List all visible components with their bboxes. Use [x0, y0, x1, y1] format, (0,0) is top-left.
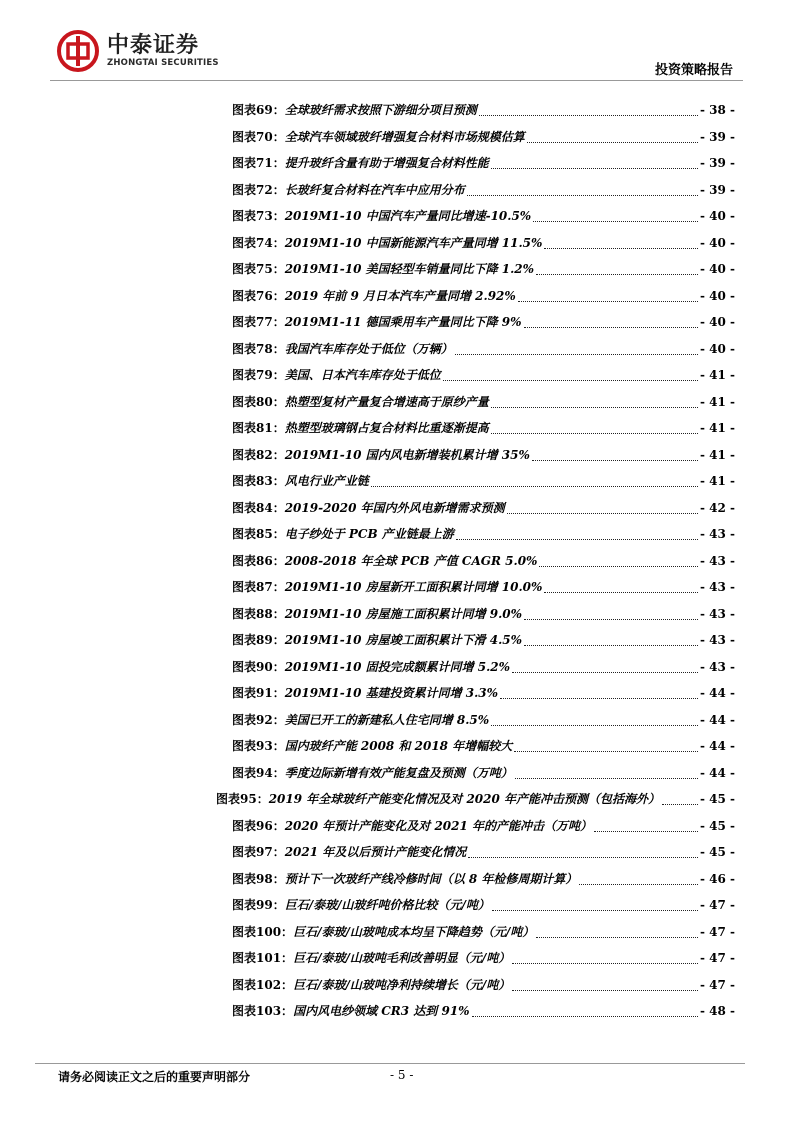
- toc-entry-title: 2008-2018 年全球 PCB 产值 CAGR 5.0%: [284, 553, 538, 568]
- toc-entry-label: 图表75：: [232, 262, 285, 276]
- toc-entry-link[interactable]: [232, 260, 735, 278]
- logo-chinese-text: 中泰证券: [107, 32, 200, 58]
- toc-row: [0, 709, 793, 736]
- toc-entry-label: 图表88：: [232, 606, 285, 621]
- toc-entry-label: 图表102：: [232, 977, 294, 992]
- toc-entry-link[interactable]: [232, 340, 735, 358]
- toc-entry-title: 巨石/泰玻/山玻纤吨价格比较（元/吨）: [284, 898, 490, 912]
- toc-entry-title: 提升玻纤含量有助于增强复合材料性能: [284, 156, 489, 170]
- toc-entry-link[interactable]: [232, 101, 735, 119]
- toc-row: [0, 285, 793, 312]
- toc-entry-link[interactable]: [232, 949, 735, 967]
- toc-dot-leader: [491, 432, 698, 434]
- toc-entry-page: - 40 -: [699, 288, 735, 303]
- toc-entry-link[interactable]: [232, 472, 735, 490]
- toc-entry-link[interactable]: [232, 578, 735, 596]
- toc-row: [0, 868, 793, 895]
- toc-row: [0, 947, 793, 974]
- zhongtai-logo-icon: [57, 30, 99, 72]
- toc-entry-page: - 41 -: [699, 474, 735, 488]
- toc-entry-page: - 43 -: [699, 527, 735, 541]
- toc-entry-page: - 43 -: [699, 553, 735, 568]
- toc-entry-label: 图表74：: [232, 235, 285, 250]
- toc-row: [0, 391, 793, 418]
- toc-entry-link[interactable]: [232, 605, 735, 623]
- toc-entry-label: 图表91：: [232, 686, 285, 700]
- toc-entry-title: 2021 年及以后预计产能变化情况: [284, 845, 467, 859]
- toc-entry-link[interactable]: [232, 393, 735, 411]
- toc-entry-link[interactable]: [232, 711, 735, 729]
- toc-row: [0, 656, 793, 683]
- toc-row: [0, 205, 793, 232]
- toc-entry-title: 季度边际新增有效产能复盘及预测（万吨）: [284, 765, 513, 780]
- toc-entry-label: 图表78：: [232, 341, 285, 356]
- toc-entry-label: 图表94：: [232, 765, 285, 780]
- toc-row: [0, 629, 793, 656]
- toc-entry-title: 2019M1-10 基建投资累计同增 3.3%: [284, 686, 499, 700]
- toc-entry-link[interactable]: [232, 923, 735, 941]
- toc-entry-title: 全球玻纤需求按照下游细分项目预测: [284, 103, 477, 117]
- toc-entry-label: 图表72：: [232, 182, 285, 197]
- toc-dot-leader: [544, 247, 698, 249]
- toc-entry-title: 热塑型玻璃钢占复合材料比重逐渐提高: [284, 421, 489, 435]
- report-type: 投资策略报告: [654, 63, 733, 78]
- toc-entry-label: 图表73：: [232, 209, 285, 223]
- toc-entry-label: 图表89：: [232, 633, 285, 647]
- toc-entry-title: 2019M1-10 中国新能源汽车产量同增 11.5%: [284, 235, 543, 250]
- toc-entry-link[interactable]: [232, 128, 735, 146]
- toc-entry-link[interactable]: [232, 181, 735, 199]
- toc-entry-title: 2019M1-10 房屋竣工面积累计下滑 4.5%: [284, 633, 523, 647]
- toc-dot-leader: [468, 856, 698, 858]
- toc-dot-leader: [532, 459, 698, 461]
- toc-entry-label: 图表80：: [232, 394, 285, 409]
- toc-entry-page: - 45 -: [699, 792, 735, 806]
- toc-dot-leader: [443, 379, 698, 381]
- toc-entry-link[interactable]: [232, 207, 735, 225]
- toc-dot-leader: [579, 883, 698, 885]
- toc-entry-page: - 38 -: [699, 103, 735, 117]
- toc-row: [0, 894, 793, 921]
- toc-row: [0, 974, 793, 1001]
- toc-entry-page: - 45 -: [699, 818, 735, 833]
- toc-entry-link[interactable]: [232, 870, 735, 888]
- toc-entry-label: 图表81：: [232, 421, 285, 435]
- toc-entry-page: - 41 -: [699, 394, 735, 409]
- toc-entry-page: - 43 -: [699, 580, 735, 594]
- toc-entry-page: - 44 -: [699, 712, 735, 727]
- toc-entry-link[interactable]: [232, 287, 735, 305]
- toc-entry-title: 2019M1-10 房屋施工面积累计同增 9.0%: [284, 606, 523, 621]
- toc-dot-leader: [512, 989, 698, 991]
- toc-entry-label: 图表76：: [232, 288, 285, 303]
- toc-entry-link[interactable]: [232, 552, 735, 570]
- toc-dot-leader: [527, 141, 698, 143]
- toc-entry-title: 2019M1-10 固投完成额累计同增 5.2%: [284, 659, 511, 674]
- toc-entry-title: 巨石/泰玻/山玻吨成本均呈下降趋势（元/吨）: [293, 924, 535, 939]
- toc-entry-title: 2019M1-10 国内风电新增装机累计增 35%: [284, 447, 530, 462]
- toc-entry-link[interactable]: [232, 684, 735, 702]
- toc-entry-title: 风电行业产业链: [284, 474, 369, 488]
- header-divider: [50, 80, 743, 81]
- toc-row: [0, 841, 793, 868]
- toc-entry-label: 图表99：: [232, 898, 285, 912]
- toc-entry-title: 美国、日本汽车库存处于低位: [284, 368, 441, 382]
- footer-disclaimer: 请务必阅读正文之后的重要声明部分: [58, 1070, 251, 1084]
- toc-entry-page: - 39 -: [699, 129, 735, 144]
- toc-entry-page: - 47 -: [699, 977, 735, 992]
- toc-entry-page: - 44 -: [699, 739, 735, 753]
- toc-entry-link[interactable]: [232, 313, 735, 331]
- toc-entry-link[interactable]: [232, 446, 735, 464]
- toc-row: [0, 550, 793, 577]
- toc-row: [0, 470, 793, 497]
- toc-dot-leader: [491, 167, 698, 169]
- toc-entry-label: 图表95：: [216, 792, 269, 806]
- toc-entry-page: - 40 -: [699, 315, 735, 329]
- toc-entry-title: 预计下一次玻纤产线冷修时间（以 8 年检修周期计算）: [284, 871, 578, 886]
- toc-dot-leader: [467, 194, 698, 196]
- toc-entry-title: 2019M1-10 中国汽车产量同比增速-10.5%: [284, 209, 532, 223]
- toc-entry-title: 我国汽车库存处于低位（万辆）: [284, 341, 453, 356]
- toc-row: [0, 99, 793, 126]
- toc-entry-page: - 41 -: [699, 368, 735, 382]
- toc-row: [0, 762, 793, 789]
- toc-entry-title: 2019M1-11 德国乘用车产量同比下降 9%: [284, 315, 522, 329]
- toc-entry-page: - 44 -: [699, 765, 735, 780]
- toc-row: [0, 364, 793, 391]
- toc-entry-link[interactable]: [232, 817, 735, 835]
- toc-entry-page: - 40 -: [699, 341, 735, 356]
- toc-row: [0, 311, 793, 338]
- toc-dot-leader: [524, 326, 698, 328]
- toc-entry-label: 图表82：: [232, 447, 285, 462]
- toc-entry-label: 图表69：: [232, 103, 285, 117]
- toc-entry-page: - 41 -: [699, 447, 735, 462]
- toc-row: [0, 788, 793, 815]
- toc-row: [0, 444, 793, 471]
- toc-entry-label: 图表101：: [232, 951, 294, 965]
- toc-entry-link[interactable]: [232, 525, 735, 543]
- toc-row: [0, 152, 793, 179]
- toc-dot-leader: [514, 750, 698, 752]
- toc-row: [0, 232, 793, 259]
- toc-row: [0, 497, 793, 524]
- toc-entry-label: 图表85：: [232, 527, 285, 541]
- toc-entry-link[interactable]: [232, 631, 735, 649]
- toc-entry-label: 图表83：: [232, 474, 285, 488]
- toc-entry-page: - 44 -: [699, 686, 735, 700]
- toc-entry-page: - 40 -: [699, 235, 735, 250]
- toc-entry-page: - 46 -: [699, 871, 735, 886]
- toc-row: [0, 258, 793, 285]
- toc-entry-page: - 43 -: [699, 606, 735, 621]
- toc-dot-leader: [455, 353, 698, 355]
- toc-entry-page: - 45 -: [699, 845, 735, 859]
- toc-dot-leader: [456, 538, 698, 540]
- toc-dot-leader: [544, 591, 698, 593]
- table-of-figures: [0, 99, 793, 1027]
- toc-dot-leader: [500, 697, 698, 699]
- toc-entry-page: - 47 -: [699, 951, 735, 965]
- toc-entry-link[interactable]: [232, 234, 735, 252]
- toc-entry-page: - 43 -: [699, 633, 735, 647]
- toc-entry-link[interactable]: [232, 843, 735, 861]
- toc-dot-leader: [507, 512, 698, 514]
- toc-entry-title: 国内风电纱领域 CR3 达到 91%: [293, 1004, 470, 1018]
- toc-entry-link[interactable]: [232, 658, 735, 676]
- toc-entry-link[interactable]: [232, 737, 735, 755]
- toc-dot-leader: [371, 485, 698, 487]
- toc-dot-leader: [533, 220, 698, 222]
- toc-entry-title: 长玻纤复合材料在汽车中应用分布: [284, 182, 465, 197]
- toc-entry-label: 图表84：: [232, 500, 285, 515]
- toc-dot-leader: [536, 936, 698, 938]
- toc-dot-leader: [491, 724, 698, 726]
- toc-dot-leader: [539, 565, 698, 567]
- toc-row: [0, 417, 793, 444]
- toc-row: [0, 735, 793, 762]
- toc-entry-label: 图表93：: [232, 739, 285, 753]
- toc-entry-title: 2019 年前 9 月日本汽车产量同增 2.92%: [284, 288, 516, 303]
- toc-entry-title: 美国已开工的新建私人住宅同增 8.5%: [284, 712, 490, 727]
- toc-entry-link[interactable]: [216, 790, 735, 808]
- toc-entry-page: - 40 -: [699, 262, 735, 276]
- toc-entry-page: - 40 -: [699, 209, 735, 223]
- toc-entry-title: 国内玻纤产能 2008 和 2018 年增幅较大: [284, 739, 513, 753]
- toc-dot-leader: [492, 909, 698, 911]
- toc-row: [0, 815, 793, 842]
- toc-entry-label: 图表103：: [232, 1004, 294, 1018]
- toc-entry-page: - 42 -: [699, 500, 735, 515]
- toc-entry-label: 图表70：: [232, 129, 285, 144]
- toc-entry-page: - 47 -: [699, 898, 735, 912]
- toc-entry-label: 图表79：: [232, 368, 285, 382]
- toc-dot-leader: [479, 114, 698, 116]
- toc-entry-page: - 41 -: [699, 421, 735, 435]
- toc-dot-leader: [594, 830, 698, 832]
- toc-entry-link[interactable]: [232, 1002, 735, 1020]
- toc-row: [0, 179, 793, 206]
- toc-entry-title: 巨石/泰玻/山玻吨净利持续增长（元/吨）: [293, 977, 511, 992]
- toc-entry-label: 图表90：: [232, 659, 285, 674]
- toc-entry-label: 图表97：: [232, 845, 285, 859]
- toc-entry-label: 图表87：: [232, 580, 285, 594]
- toc-entry-page: - 48 -: [699, 1004, 735, 1018]
- footer-divider: [35, 1063, 745, 1064]
- toc-entry-link[interactable]: [232, 896, 735, 914]
- toc-entry-page: - 39 -: [699, 156, 735, 170]
- toc-dot-leader: [512, 671, 698, 673]
- toc-entry-title: 2020 年预计产能变化及对 2021 年的产能冲击（万吨）: [284, 818, 593, 833]
- toc-row: [0, 682, 793, 709]
- toc-row: [0, 523, 793, 550]
- toc-entry-title: 2019M1-10 美国轻型车销量同比下降 1.2%: [284, 262, 535, 276]
- toc-dot-leader: [536, 273, 698, 275]
- toc-entry-link[interactable]: [232, 154, 735, 172]
- toc-entry-link[interactable]: [232, 366, 735, 384]
- toc-dot-leader: [515, 777, 698, 779]
- toc-entry-label: 图表71：: [232, 156, 285, 170]
- toc-row: [0, 126, 793, 153]
- toc-entry-title: 2019-2020 年国内外风电新增需求预测: [284, 500, 505, 515]
- toc-dot-leader: [472, 1015, 698, 1017]
- page-number: - 5 -: [390, 1068, 414, 1082]
- toc-entry-title: 2019M1-10 房屋新开工面积累计同增 10.0%: [284, 580, 543, 594]
- toc-dot-leader: [524, 644, 698, 646]
- toc-entry-title: 电子纱处于 PCB 产业链最上游: [284, 527, 454, 541]
- toc-entry-link[interactable]: [232, 499, 735, 517]
- toc-entry-label: 图表100：: [232, 924, 294, 939]
- toc-entry-link[interactable]: [232, 764, 735, 782]
- toc-entry-page: - 47 -: [699, 924, 735, 939]
- logo-english-text: ZHONGTAI SECURITIES: [107, 57, 219, 68]
- toc-dot-leader: [524, 618, 698, 620]
- company-logo: [57, 30, 219, 72]
- toc-dot-leader: [518, 300, 698, 302]
- toc-entry-title: 热塑型复材产量复合增速高于原纱产量: [284, 394, 489, 409]
- toc-dot-leader: [512, 962, 698, 964]
- toc-entry-page: - 43 -: [699, 659, 735, 674]
- toc-entry-page: - 39 -: [699, 182, 735, 197]
- toc-entry-link[interactable]: [232, 976, 735, 994]
- toc-entry-title: 2019 年全球玻纤产能变化情况及对 2020 年产能冲击预测（包括海外）: [268, 792, 661, 806]
- toc-dot-leader: [662, 803, 698, 805]
- toc-row: [0, 338, 793, 365]
- toc-entry-link[interactable]: [232, 419, 735, 437]
- toc-entry-label: 图表96：: [232, 818, 285, 833]
- toc-row: [0, 921, 793, 948]
- toc-entry-label: 图表86：: [232, 553, 285, 568]
- toc-row: [0, 576, 793, 603]
- toc-row: [0, 603, 793, 630]
- toc-row: [0, 1000, 793, 1027]
- toc-entry-title: 巨石/泰玻/山玻吨毛利改善明显（元/吨）: [293, 951, 511, 965]
- toc-entry-label: 图表98：: [232, 871, 285, 886]
- page-header: [0, 0, 793, 90]
- toc-entry-label: 图表77：: [232, 315, 285, 329]
- toc-entry-label: 图表92：: [232, 712, 285, 727]
- toc-dot-leader: [491, 406, 698, 408]
- toc-entry-title: 全球汽车领域玻纤增强复合材料市场规模估算: [284, 129, 525, 144]
